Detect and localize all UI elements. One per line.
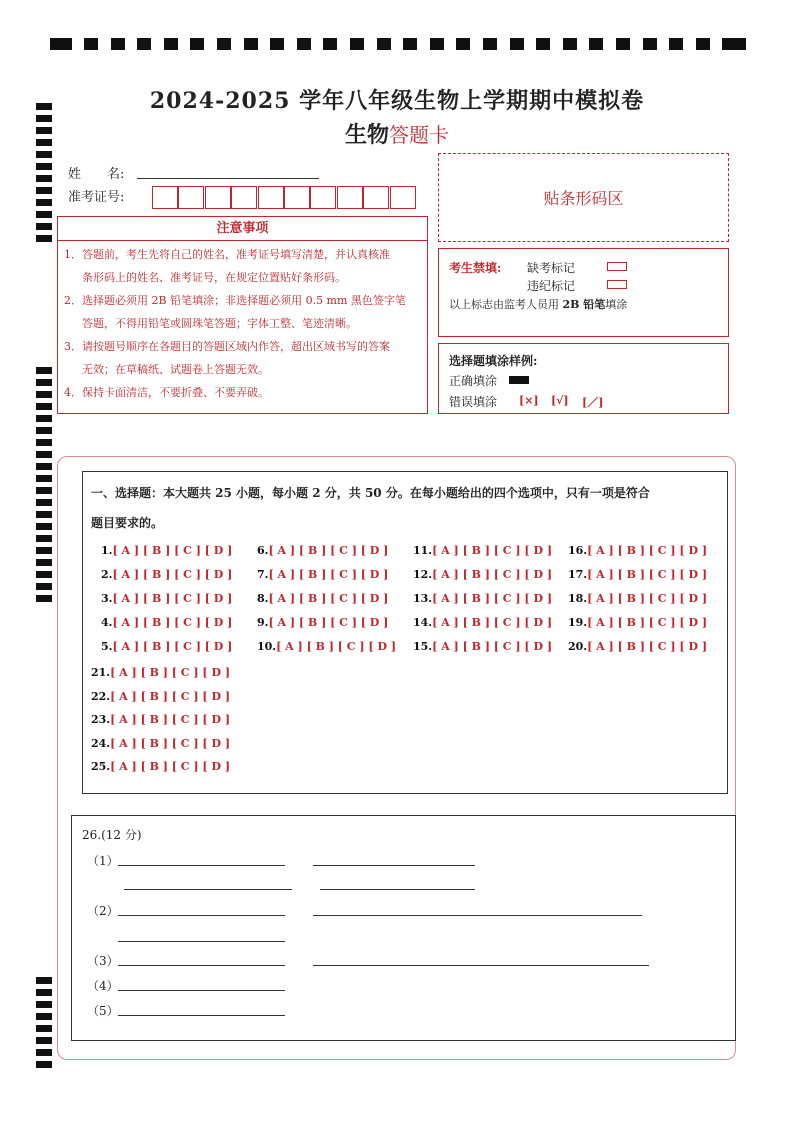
choice-item[interactable] bbox=[257, 640, 396, 653]
choice-item[interactable] bbox=[413, 568, 552, 581]
side-mark bbox=[36, 571, 52, 578]
question-number: 5. bbox=[101, 640, 113, 653]
side-mark bbox=[36, 403, 52, 410]
answer-options[interactable]: [ A ] [ B ] [ C ] [ D ] bbox=[276, 640, 397, 653]
choice-item[interactable] bbox=[91, 737, 230, 750]
exam-subtitle bbox=[0, 118, 794, 149]
question-number: 11. bbox=[413, 544, 433, 557]
q26-label-1: （1） bbox=[87, 854, 119, 868]
answer-options[interactable]: [ A ] [ B ] [ C ] [ D ] bbox=[587, 568, 708, 581]
answer-options[interactable]: [ A ] [ B ] [ C ] [ D ] bbox=[110, 689, 231, 703]
q26-title: 26.(12 分) bbox=[82, 828, 142, 842]
question-number: 2. bbox=[101, 568, 113, 581]
exam-id-cell[interactable] bbox=[310, 186, 336, 209]
choice-item[interactable] bbox=[91, 760, 230, 773]
side-mark bbox=[36, 415, 52, 422]
notice-header bbox=[57, 216, 428, 241]
fill-example-title: 选择题填涂样例: bbox=[449, 354, 538, 368]
answer-options[interactable]: [ A ] [ B ] [ C ] [ D ] bbox=[110, 713, 231, 726]
side-mark bbox=[36, 595, 52, 602]
timing-mark bbox=[643, 38, 657, 50]
side-mark bbox=[36, 499, 52, 506]
choice-item[interactable] bbox=[91, 713, 230, 726]
question-number: 20. bbox=[568, 640, 588, 653]
forbidden-note: 以上标志由监考人员用 2B 铅笔填涂 bbox=[449, 298, 628, 311]
wrong-mark-3: [／] bbox=[582, 396, 604, 409]
choice-item[interactable] bbox=[413, 616, 552, 629]
question-number: 18. bbox=[568, 592, 588, 605]
side-mark bbox=[36, 523, 52, 530]
q26-answer-line[interactable] bbox=[118, 952, 285, 966]
choice-item[interactable] bbox=[101, 616, 232, 629]
side-mark bbox=[36, 163, 52, 170]
q26-answer-line[interactable] bbox=[118, 1002, 285, 1016]
question-number: 1. bbox=[101, 544, 113, 557]
answer-options[interactable]: [ A ] [ B ] [ C ] [ D ] bbox=[112, 640, 233, 653]
choice-section bbox=[82, 471, 728, 794]
choice-item[interactable] bbox=[413, 640, 552, 653]
question-number: 9. bbox=[257, 616, 269, 629]
violation-label: 违纪标记 bbox=[527, 279, 576, 293]
side-mark bbox=[36, 427, 52, 434]
side-mark bbox=[36, 1037, 52, 1044]
answer-options[interactable]: [ A ] [ B ] [ C ] [ D ] bbox=[268, 568, 389, 581]
question-number: 13. bbox=[413, 592, 433, 605]
side-mark bbox=[36, 989, 52, 996]
timing-mark bbox=[50, 38, 72, 50]
choice-item[interactable] bbox=[568, 592, 707, 605]
answer-options[interactable]: [ A ] [ B ] [ C ] [ D ] bbox=[432, 640, 553, 653]
timing-mark bbox=[403, 38, 417, 50]
correct-fill-label: 正确填涂 bbox=[449, 374, 498, 388]
side-mark bbox=[36, 487, 52, 494]
side-mark bbox=[36, 151, 52, 158]
question-number: 19. bbox=[568, 616, 588, 629]
answer-options[interactable]: [ A ] [ B ] [ C ] [ D ] bbox=[268, 544, 389, 557]
fill-example-box bbox=[438, 343, 729, 414]
notice-item: 4．保持卡面清洁，不要折叠、不要弄破。 bbox=[64, 386, 269, 399]
side-mark bbox=[36, 583, 52, 590]
card-type-label: 答题卡 bbox=[389, 123, 449, 147]
question-number: 25. bbox=[91, 760, 111, 773]
timing-mark bbox=[669, 38, 683, 50]
q26-label-2: （2） bbox=[87, 904, 119, 918]
timing-mark bbox=[456, 38, 470, 50]
side-mark bbox=[36, 451, 52, 458]
wrong-mark-1: [×] bbox=[519, 394, 539, 407]
exam-id-cell[interactable] bbox=[205, 186, 231, 209]
answer-options[interactable]: [ A ] [ B ] [ C ] [ D ] bbox=[587, 640, 708, 653]
notice-item: 3．请按题号顺序在各题目的答题区域内作答，超出区域书写的答案 bbox=[64, 340, 390, 353]
choice-item[interactable] bbox=[91, 690, 230, 703]
side-mark bbox=[36, 535, 52, 542]
side-mark bbox=[36, 1025, 52, 1032]
question-number: 7. bbox=[257, 568, 269, 581]
exam-id-cell[interactable] bbox=[337, 186, 363, 209]
q26-label-5: （5） bbox=[87, 1004, 119, 1018]
notice-item: 1．答题前，考生先将自己的姓名，准考证号填写清楚，并认真核准 bbox=[64, 248, 390, 261]
question-26-section bbox=[71, 815, 736, 1041]
timing-mark bbox=[270, 38, 284, 50]
q26-answer-line[interactable] bbox=[118, 977, 285, 991]
timing-mark bbox=[510, 38, 524, 50]
exam-id-cell[interactable] bbox=[152, 186, 178, 209]
barcode-area-label: 贴条形码区 bbox=[543, 189, 624, 208]
answer-options[interactable]: [ A ] [ B ] [ C ] [ D ] bbox=[112, 568, 233, 581]
timing-mark bbox=[483, 38, 497, 50]
timing-mark bbox=[323, 38, 337, 50]
side-mark bbox=[36, 1061, 52, 1068]
answer-options[interactable]: [ A ] [ B ] [ C ] [ D ] bbox=[268, 592, 389, 605]
answer-options[interactable]: [ A ] [ B ] [ C ] [ D ] bbox=[110, 760, 231, 773]
exam-id-cell[interactable] bbox=[231, 186, 257, 209]
answer-options[interactable]: [ A ] [ B ] [ C ] [ D ] bbox=[587, 544, 708, 557]
side-mark bbox=[36, 977, 52, 984]
exam-id-cell[interactable] bbox=[284, 186, 310, 209]
q26-answer-line[interactable] bbox=[124, 876, 292, 890]
timing-mark bbox=[536, 38, 550, 50]
choice-heading-line2: 题目要求的。 bbox=[91, 516, 164, 530]
choice-item[interactable] bbox=[568, 568, 707, 581]
side-mark bbox=[36, 463, 52, 470]
question-number: 16. bbox=[568, 544, 588, 557]
choice-item[interactable] bbox=[568, 616, 707, 629]
name-field[interactable] bbox=[137, 163, 319, 179]
violation-mark-box[interactable] bbox=[607, 280, 627, 289]
question-number: 10. bbox=[257, 640, 277, 653]
side-mark bbox=[36, 235, 52, 242]
question-number: 3. bbox=[101, 592, 113, 605]
q26-answer-line[interactable] bbox=[320, 876, 475, 890]
answer-options[interactable]: [ A ] [ B ] [ C ] [ D ] bbox=[432, 592, 553, 605]
answer-options[interactable]: [ A ] [ B ] [ C ] [ D ] bbox=[432, 568, 553, 581]
answer-options[interactable]: [ A ] [ B ] [ C ] [ D ] bbox=[587, 592, 708, 605]
name-label: 姓 名: bbox=[68, 167, 125, 182]
q26-answer-line[interactable] bbox=[313, 852, 475, 866]
question-number: 12. bbox=[413, 568, 433, 581]
question-number: 23. bbox=[91, 713, 111, 726]
question-number: 14. bbox=[413, 616, 433, 629]
question-number: 15. bbox=[413, 640, 433, 653]
answer-options[interactable]: [ A ] [ B ] [ C ] [ D ] bbox=[110, 736, 231, 750]
timing-mark bbox=[164, 38, 178, 50]
side-mark bbox=[36, 223, 52, 230]
timing-mark bbox=[563, 38, 577, 50]
forbidden-box bbox=[438, 248, 729, 337]
choice-item[interactable] bbox=[91, 666, 230, 679]
exam-id-cell[interactable] bbox=[258, 186, 284, 209]
choice-heading-line1: 一、选择题：本大题共 25 小题，每小题 2 分，共 50 分。在每小题给出的四个选项中，只有一项是符合 bbox=[91, 486, 650, 500]
choice-item[interactable] bbox=[257, 592, 388, 605]
q26-answer-line[interactable] bbox=[313, 952, 649, 966]
choice-item[interactable] bbox=[101, 640, 232, 653]
side-mark bbox=[36, 1013, 52, 1020]
notice-item: 条形码上的姓名、准考证号，在规定位置贴好条形码。 bbox=[82, 271, 346, 284]
choice-item[interactable] bbox=[257, 616, 388, 629]
notice-title: 注意事项 bbox=[216, 221, 269, 236]
timing-mark bbox=[430, 38, 444, 50]
q26-label-3: （3） bbox=[87, 954, 119, 968]
timing-mark bbox=[696, 38, 710, 50]
exam-title: 2024-2025 学年八年级生物上学期期中模拟卷 bbox=[149, 88, 645, 114]
timing-mark bbox=[244, 38, 258, 50]
absent-mark-box[interactable] bbox=[607, 262, 627, 271]
choice-item[interactable] bbox=[568, 544, 707, 557]
side-mark bbox=[36, 379, 52, 386]
side-mark bbox=[36, 547, 52, 554]
choice-item[interactable] bbox=[257, 568, 388, 581]
side-mark bbox=[36, 367, 52, 374]
side-mark bbox=[36, 559, 52, 566]
barcode-area bbox=[438, 153, 729, 242]
choice-item[interactable] bbox=[257, 544, 388, 557]
answer-options[interactable]: [ A ] [ B ] [ C ] [ D ] bbox=[112, 592, 233, 605]
answer-options[interactable]: [ A ] [ B ] [ C ] [ D ] bbox=[112, 616, 233, 629]
exam-id-cell[interactable] bbox=[178, 186, 204, 209]
q26-answer-line[interactable] bbox=[313, 902, 642, 916]
choice-item[interactable] bbox=[101, 568, 232, 581]
forbidden-title: 考生禁填: bbox=[449, 261, 502, 275]
timing-mark bbox=[722, 38, 746, 50]
notice-body bbox=[57, 240, 428, 414]
timing-mark bbox=[111, 38, 125, 50]
answer-options[interactable]: [ A ] [ B ] [ C ] [ D ] bbox=[432, 544, 553, 557]
q26-label-4: （4） bbox=[87, 979, 119, 993]
timing-mark bbox=[190, 38, 204, 50]
wrong-mark-2: [√] bbox=[551, 394, 569, 407]
question-number: 24. bbox=[91, 736, 111, 750]
absent-label: 缺考标记 bbox=[527, 261, 576, 275]
question-number: 6. bbox=[257, 544, 269, 557]
side-mark bbox=[36, 475, 52, 482]
timing-mark bbox=[84, 38, 98, 50]
side-mark bbox=[36, 391, 52, 398]
timing-mark bbox=[137, 38, 151, 50]
q26-answer-line[interactable] bbox=[118, 902, 285, 916]
q26-answer-line[interactable] bbox=[118, 928, 285, 942]
side-mark bbox=[36, 1049, 52, 1056]
top-timing-marks bbox=[50, 38, 746, 50]
notice-item: 无效；在草稿纸、试题卷上答题无效。 bbox=[82, 363, 269, 376]
question-number: 22. bbox=[91, 689, 111, 703]
exam-id-label: 准考证号: bbox=[68, 190, 125, 205]
q26-answer-line[interactable] bbox=[118, 852, 285, 866]
choice-item[interactable] bbox=[101, 544, 232, 557]
timing-mark bbox=[616, 38, 630, 50]
side-mark bbox=[36, 439, 52, 446]
side-mark bbox=[36, 211, 52, 218]
exam-id-cell[interactable] bbox=[363, 186, 389, 209]
timing-mark bbox=[297, 38, 311, 50]
answer-options[interactable]: [ A ] [ B ] [ C ] [ D ] bbox=[432, 616, 553, 629]
timing-mark bbox=[377, 38, 391, 50]
exam-id-grid[interactable] bbox=[152, 186, 416, 210]
subject-label: 生物 bbox=[344, 122, 389, 148]
question-number: 21. bbox=[91, 666, 111, 679]
side-mark bbox=[36, 511, 52, 518]
answer-options[interactable]: [ A ] [ B ] [ C ] [ D ] bbox=[112, 544, 233, 557]
exam-id-cell[interactable] bbox=[390, 186, 416, 209]
timing-mark bbox=[589, 38, 603, 50]
timing-mark bbox=[217, 38, 231, 50]
answer-options[interactable]: [ A ] [ B ] [ C ] [ D ] bbox=[587, 616, 708, 629]
side-mark bbox=[36, 199, 52, 206]
correct-fill-sample bbox=[509, 376, 529, 384]
side-mark bbox=[36, 1001, 52, 1008]
wrong-fill-label: 错误填涂 bbox=[449, 395, 498, 409]
timing-mark bbox=[350, 38, 364, 50]
answer-options[interactable]: [ A ] [ B ] [ C ] [ D ] bbox=[110, 666, 231, 679]
notice-item: 答题，不得用铅笔或圆珠笔答题；字体工整、笔迹清晰。 bbox=[82, 317, 357, 330]
choice-item[interactable] bbox=[568, 640, 707, 653]
choice-item[interactable] bbox=[413, 592, 552, 605]
choice-item[interactable] bbox=[101, 592, 232, 605]
choice-item[interactable] bbox=[413, 544, 552, 557]
notice-item: 2．选择题必须用 2B 铅笔填涂；非选择题必须用 0.5 mm 黑色签字笔 bbox=[64, 294, 406, 307]
answer-options[interactable]: [ A ] [ B ] [ C ] [ D ] bbox=[268, 616, 389, 629]
side-mark bbox=[36, 175, 52, 182]
side-mark bbox=[36, 187, 52, 194]
question-number: 8. bbox=[257, 592, 269, 605]
question-number: 4. bbox=[101, 616, 113, 629]
question-number: 17. bbox=[568, 568, 588, 581]
